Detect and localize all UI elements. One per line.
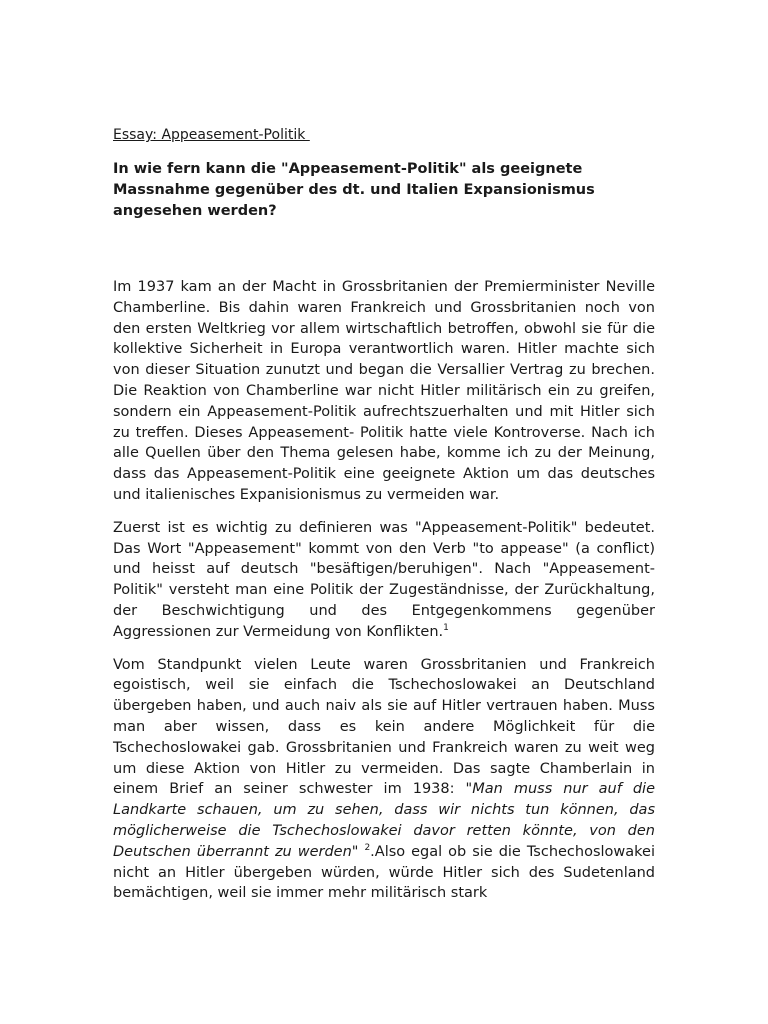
paragraph-intro-text: Im 1937 kam an der Macht in Grossbritanien der Premierminister Neville Chamberline. Bis dahin waren Frankreich und Grossbritanien noch von den ersten Weltkrieg vor allem wirtschaftlich betroffen, obwohl sie für die kollektive Sicherheit in Europa verantwortlich waren. Hitler machte sich von dieser Situation zunutzt und began die Versallier Vertrag zu brechen. Die Reaktion von Chamberline war nicht Hitler militärisch ein zu greifen, sondern ein Appeasement-Politik aufrechtszuerhalten und mit Hitler sich zu treffen. Dieses Appeasement- Politik hatte viele Kontroverse. Nach ich alle Quellen über den Thema gelesen habe, komme ich zu der Meinung, dass das Appeasement-Politik eine geeignete Aktion um das deutsches und italienisches Expanisionismus zu vermeiden war. xyxy=(113,279,655,503)
paragraph-definition-text: Zuerst ist es wichtig zu definieren was "Appeasement-Politik" bedeutet. Das Wort "Appeasement" kommt von den Verb "to appease" (a conflict) und heisst auf deutsch "besäftigen/beruhigen". Nach "Appeasement-Politik" versteht man eine Politik der Zugeständnisse, der Zurückhaltung, der Beschwichtigung und des Entgegenkommens gegenüber Aggressionen zur Vermeidung von Konflikten. xyxy=(113,519,655,640)
paragraph-argument xyxy=(113,655,655,905)
footnote-ref-2: 2 xyxy=(364,842,371,853)
essay-question: In wie fern kann die "Appeasement-Politik" als geeignete Massnahme gegenüber des dt. und Italien Expansionismus angesehen werden? xyxy=(113,161,595,219)
paragraph-argument-text-1: Vom Standpunkt vielen Leute waren Grossbritanien und Frankreich egoistisch, weil sie einfach die Tschechoslowakei an Deutschland übergeben haben, und auch naiv als sie auf Hitler vertrauen haben. Muss man aber wissen, dass es kein andere Möglichkeit für die Tschechoslowakei gab. Grossbritanien und Frankreich waren zu weit weg um diese Aktion von Hitler zu vermeiden. Das sagte Chamberlain in einem Brief an seiner schwester im 1938: " xyxy=(113,656,655,798)
paragraph-definition xyxy=(113,518,655,643)
document-page xyxy=(113,125,655,916)
paragraph-intro xyxy=(113,277,655,506)
footnote-ref-1: 1 xyxy=(443,622,449,633)
chamberlain-quote: Man muss nur auf die Landkarte schauen, um zu sehen, dass wir nichts tun können, das möglicherweise die Tschechoslowakei davor retten könnte, von den Deutschen überrannt zu werden xyxy=(113,781,656,860)
paragraph-argument-text-2: " xyxy=(351,843,365,860)
paragraph-argument-text-3: .Also egal ob sie die Tschechoslowakei nicht an Hitler übergeben würden, würde Hitler sich des Sudetenland bemächtigen, weil sie immer mehr militärisch stark xyxy=(113,843,655,902)
essay-label: Essay: Appeasement-Politik xyxy=(113,127,310,143)
